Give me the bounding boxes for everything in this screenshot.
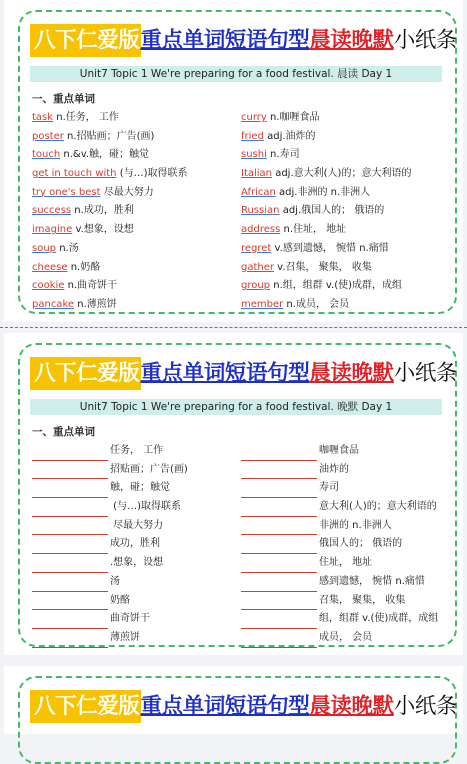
word-meaning: 住址， 地址 [319,557,373,569]
answer-blank[interactable] [241,596,317,610]
word-meaning: n.&v.触，碰；触觉 [60,149,150,161]
english-word: curry [241,112,267,123]
answer-blank[interactable] [241,615,317,629]
title-suffix: 小纸条 [393,694,458,719]
dictation-entry [241,498,453,517]
english-word: Italian [241,168,273,180]
page-title [30,24,457,57]
dictation-entry [32,592,232,611]
next-card [4,666,463,734]
word-meaning: n.任务， 工作 [53,112,119,123]
word-meaning: n.招贴画；广告(画) [63,130,155,142]
dictation-entry [32,498,232,517]
word-meaning: v.想象，设想 [72,224,134,236]
evening-dictation-card [4,333,463,655]
english-word: pancake [32,298,75,310]
word-meaning: n.寿司 [266,149,300,161]
english-word: cookie [32,280,65,292]
word-meaning: 咖喱食品 [319,445,359,456]
word-meaning: .想象，设想 [110,557,164,569]
word-meaning: 油炸的 [319,463,349,475]
word-entry [32,259,232,278]
dictation-entry [241,461,453,480]
unit-banner: Unit7 Topic 1 We're preparing for a food festival. 晚默 Day 1 [30,399,442,415]
answer-blank[interactable] [241,503,317,517]
english-word: fried [241,130,264,142]
word-meaning: n.组，组群 v.(使)成群，成组 [270,280,403,292]
english-word: task [32,112,54,123]
word-meaning: 汤 [110,575,120,587]
word-meaning: n.住址， 地址 [280,224,347,236]
word-entry [32,109,232,128]
title-mode: 晨读晚默 [309,361,394,386]
dictation-entry [32,517,232,536]
title-suffix: 小纸条 [393,361,458,386]
english-word: imagine [32,224,73,236]
answer-blank[interactable] [32,540,108,554]
english-word: gather [241,261,274,273]
word-meaning: 奶酪 [110,594,130,606]
answer-blank[interactable] [241,540,317,554]
answer-blank[interactable] [32,559,108,573]
english-word: success [32,205,72,217]
title-mode: 晨读晚默 [309,28,394,53]
word-meaning: adj.意大利(人)的；意大利语的 [272,168,412,180]
word-meaning: n.成功，胜利 [71,205,134,217]
page-title [30,690,457,723]
dictation-entry [32,554,232,573]
answer-blank[interactable] [241,559,317,573]
english-word: Russian [241,205,280,217]
word-meaning: 召集， 聚集， 收集 [319,594,406,606]
word-meaning: 俄国人的； 俄语的 [319,538,403,550]
word-meaning: 招贴画；广告(画) [110,463,188,475]
word-meaning: 尽最大努力 [110,519,164,531]
word-list-right [241,109,453,315]
answer-blank[interactable] [241,521,317,535]
word-meaning: n.奶酪 [67,261,101,273]
word-meaning: 寿司 [319,482,339,494]
title-edition: 八下仁爱版 [30,357,141,390]
word-meaning: n.曲奇饼干 [64,280,118,292]
dictation-entry [241,592,453,611]
answer-blank[interactable] [241,484,317,498]
english-word: touch [32,149,61,161]
answer-blank[interactable] [32,465,108,479]
answer-blank[interactable] [241,447,317,461]
word-meaning: n.咖喱食品 [266,112,320,123]
word-entry [241,165,453,184]
word-entry [241,259,453,278]
word-meaning: n.成员， 会员 [283,298,350,310]
english-word: sushi [241,149,267,161]
dictation-entry [241,554,453,573]
word-meaning: adj.油炸的 [263,130,316,142]
word-meaning: 尽最大努力 [100,186,154,198]
page-title [30,357,457,390]
word-meaning: 组，组群 v.(使)成群，成组 [319,613,439,625]
word-entry [32,165,232,184]
english-word: try one's best [32,186,101,198]
word-entry [241,128,453,147]
word-meaning: 任务， 工作 [110,445,164,456]
word-entry [241,277,453,296]
word-entry [241,296,453,315]
word-entry [241,202,453,221]
answer-blank[interactable] [32,596,108,610]
title-topic: 重点单词短语句型 [140,28,310,53]
word-entry [32,240,232,259]
word-meaning: (与…)取得联系 [116,168,188,180]
word-entry [241,146,453,165]
word-list-left [32,109,232,315]
dictation-entry [32,573,232,592]
morning-reading-card [4,0,463,322]
answer-blank[interactable] [32,484,108,498]
answer-blank[interactable] [32,521,108,535]
dictation-entry [241,535,453,554]
word-meaning: 曲奇饼干 [110,613,150,625]
title-edition: 八下仁爱版 [30,690,141,723]
word-entry [32,146,232,165]
answer-blank[interactable] [32,615,108,629]
word-entry [241,184,453,203]
answer-blank[interactable] [241,634,317,648]
answer-blank[interactable] [241,578,317,592]
word-entry [32,296,232,315]
english-word: African [241,186,276,198]
word-entry [241,240,453,259]
cut-line [0,327,467,328]
dictation-entry [241,517,453,536]
word-meaning: 触，碰；触觉 [110,482,170,494]
dictation-entry [241,610,453,629]
word-entry [241,109,453,128]
blank-list-left [32,442,232,648]
word-meaning: 意大利(人)的；意大利语的 [319,501,437,513]
title-topic: 重点单词短语句型 [140,361,310,386]
word-meaning: n.汤 [56,242,79,254]
dictation-entry [32,442,232,461]
title-mode: 晨读晚默 [309,694,394,719]
word-meaning: v.感到遗憾， 惋惜 n.痛惜 [271,242,389,254]
english-word: soup [32,242,57,254]
word-entry [32,202,232,221]
section-heading: 一、重点单词 [32,93,95,105]
english-word: cheese [32,261,68,273]
dictation-entry [32,629,232,648]
dictation-entry [32,535,232,554]
word-entry [241,221,453,240]
word-meaning: 感到遗憾， 惋惜 n.痛惜 [319,575,425,587]
word-meaning: n.薄煎饼 [74,298,117,310]
word-entry [32,128,232,147]
english-word: address [241,224,281,236]
section-heading: 一、重点单词 [32,426,95,438]
word-entry [32,184,232,203]
answer-blank[interactable] [32,447,108,461]
english-word: get in touch with [32,168,117,180]
unit-banner: Unit7 Topic 1 We're preparing for a food festival. 晨读 Day 1 [30,66,442,82]
answer-blank[interactable] [32,578,108,592]
title-edition: 八下仁爱版 [30,24,141,57]
dictation-entry [241,479,453,498]
dictation-entry [32,461,232,480]
dictation-entry [241,629,453,648]
word-meaning: 成员， 会员 [319,631,373,643]
answer-blank[interactable] [241,465,317,479]
answer-blank[interactable] [32,634,108,648]
word-meaning: (与…)取得联系 [110,501,181,513]
answer-blank[interactable] [32,503,108,517]
blank-list-right [241,442,453,648]
english-word: poster [32,130,64,142]
word-meaning: adj.俄国人的； 俄语的 [279,205,385,217]
word-meaning: 成功，胜利 [110,538,160,550]
dictation-entry [32,610,232,629]
word-meaning: adj.非洲的 n.非洲人 [275,186,371,198]
dictation-entry [241,573,453,592]
dictation-entry [32,479,232,498]
title-topic: 重点单词短语句型 [140,694,310,719]
english-word: regret [241,242,272,254]
word-meaning: 非洲的 n.非洲人 [319,519,392,531]
word-meaning: 薄煎饼 [110,631,140,643]
dictation-entry [241,442,453,461]
word-meaning: v.召集， 聚集， 收集 [274,261,372,273]
english-word: member [241,298,284,310]
word-entry [32,221,232,240]
title-suffix: 小纸条 [393,28,458,53]
word-entry [32,277,232,296]
english-word: group [241,280,271,292]
